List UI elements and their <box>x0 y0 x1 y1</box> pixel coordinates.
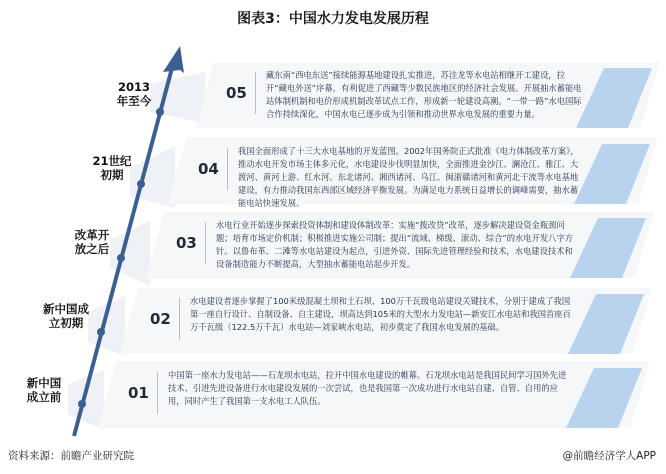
stage-description: 水电建设者逐步掌握了100米级混凝土坝和土石坝、100万千瓦级电站建设关键技术，分别于建成了我国第一座自行设计、自制设备、自主建设，坝高达到105米的大型水力发电站—新安江水电站和我国首座百万千瓦级（122.5万千瓦）水电站—刘家峡水电站，初步奠定了我国水电发展的基础。 <box>190 296 571 332</box>
milestone-dot <box>97 328 105 336</box>
stage-card-04 <box>168 138 658 208</box>
credit-note: @前瞻经济学人APP <box>562 450 656 462</box>
stage-label-text: 新中国 成立前 <box>26 376 62 404</box>
stage-card-02 <box>120 288 652 354</box>
stage-label <box>82 154 142 182</box>
stage-label-text: 21世纪 初期 <box>92 154 132 182</box>
milestone-dot <box>78 400 86 408</box>
stage-card-05 <box>196 62 660 128</box>
source-note: 资料来源：前瞻产业研究院 <box>8 450 134 462</box>
stage-number: 01 <box>128 384 149 402</box>
chart-title: 图表3：中国水力发电发展历程 <box>237 11 429 27</box>
stage-label <box>14 376 74 404</box>
stage-number: 04 <box>198 160 219 178</box>
stage-card-03 <box>146 212 654 278</box>
stage-label-text: 2013 年至今 <box>116 80 152 108</box>
stage-label <box>62 228 122 256</box>
stage-card-01 <box>98 362 650 428</box>
stage-description: 藏东南“西电东送”接续能源基地建设扎实推进，苏洼龙等水电站相继开工建设，拉开“藏电外送”序幕，有利促进了西藏等少数民族地区的经济社会发展。开展抽水蓄能电站体制机制和电价形成机制改革试点工作，形成新一轮建设高潮。“一带一路”水电国际合作持续深化，中国水电已逐步成为引领和推动世界水电发展的重要力量。 <box>266 70 582 119</box>
stage-number: 03 <box>176 234 197 252</box>
timeline-arrow-head <box>163 46 184 73</box>
milestone-dot <box>156 108 164 116</box>
stage-label-text: 改革开 放之后 <box>74 228 110 256</box>
stage-label <box>104 80 164 108</box>
stage-label <box>36 302 96 330</box>
stage-description: 水电行业开始逐步探索投资体制和建设体制改革：实施“拨改贷”改革，逐步解决建设资金瓶颈问题；培育市场定价机制；积极推进实施公司制；提出“流域、梯级、滚动、综合”的水电开发八字方针。以鲁布革、二滩等水电站建设为起点，引进外资、国际先进管理经验和技术，水电建设技术和设备制造能力不断提高，大型抽水蓄能电站起步开发。 <box>216 220 574 269</box>
stage-label-text: 新中国成 立初期 <box>43 302 89 330</box>
stage-number: 05 <box>226 84 247 102</box>
stage-description: 中国第一座水力发电站——石龙坝水电站，拉开中国水电建设的帷幕。石龙坝水电站是我国民间学习国外先进技术、引进先进设备进行水电建设发展的一次尝试，也是我国第一次成功进行水电站自建、自管、自用的应用，同时产生了我国第一支水电工人队伍。 <box>168 370 567 406</box>
stage-description: 我国全面形成了十三大水电基地的开发蓝图。2002年国务院正式批准《电力体制改革方案》，推动水电开发市场主体多元化，水电建设步伐明显加快，全面推进金沙江、澜沧江、雅江、大渡河、黄河上游、红水河、东北诸河、湘西诸河、乌江、闽浙赣诸河和黄河北干流等水电基地建设，有力推动我国东西部区域经济平衡发展。为满足电力系统日益增长的调峰需要，抽水蓄能电站快速发展。 <box>238 146 579 208</box>
stage-number: 02 <box>150 310 171 328</box>
